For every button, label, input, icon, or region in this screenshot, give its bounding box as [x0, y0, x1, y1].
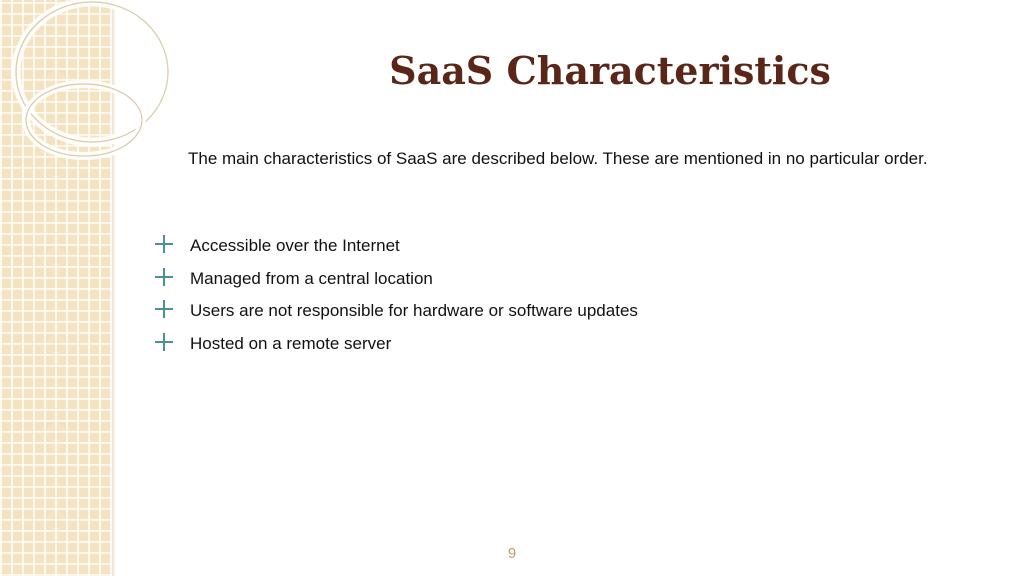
slide-title: SaaS Characteristics	[389, 48, 831, 93]
bullet-text: Managed from a central location	[190, 268, 433, 288]
bullet-item	[150, 266, 638, 299]
bullet-text: Accessible over the Internet	[190, 236, 400, 255]
bullet-list	[150, 233, 638, 363]
page-number: 9	[507, 545, 517, 562]
bullet-text: Users are not responsible for hardware or software updates	[190, 301, 638, 320]
plus-icon	[154, 299, 174, 319]
bullet-item	[150, 298, 638, 331]
plus-icon	[154, 267, 174, 287]
plus-icon	[154, 332, 174, 352]
plus-icon	[154, 234, 174, 254]
bullet-text: Hosted on a remote server	[190, 333, 392, 353]
bullet-item	[150, 233, 638, 266]
bullet-item	[150, 331, 638, 364]
intro-paragraph: The main characteristics of SaaS are described below. These are mentioned in no particular order.	[188, 149, 928, 168]
swirl-ring-decoration	[0, 0, 200, 200]
